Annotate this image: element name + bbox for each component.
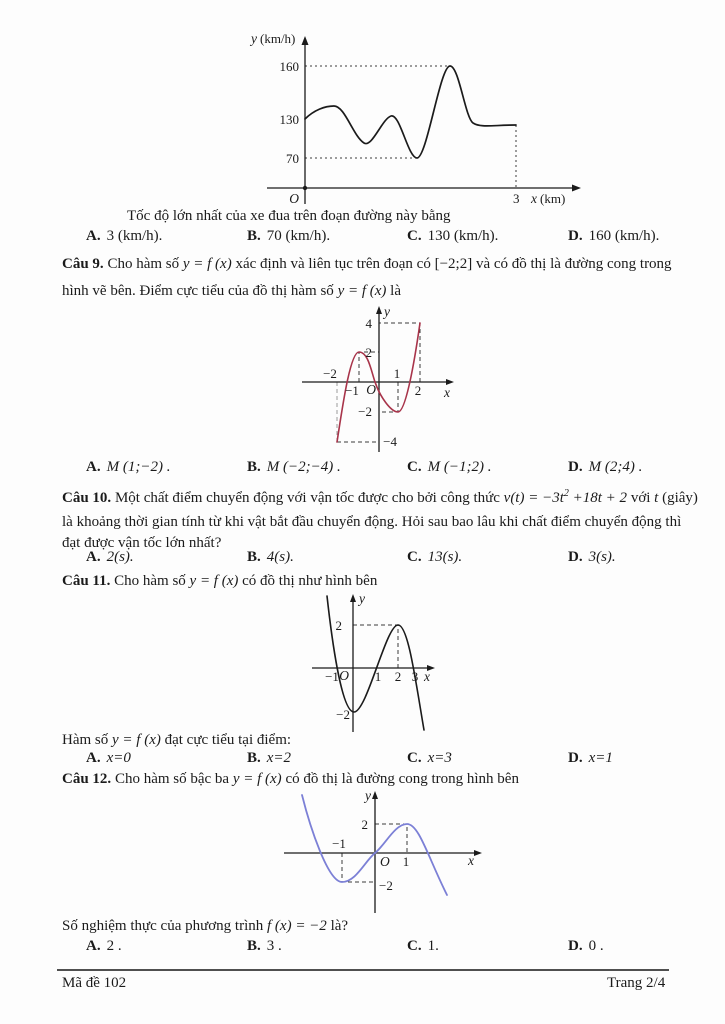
q11-math: y = f (x) [112, 732, 161, 748]
x-axis-unit: (km) [540, 191, 566, 206]
option-label: B. [247, 938, 261, 954]
q12-option-c [407, 938, 439, 955]
option-text: 1. [427, 938, 439, 954]
q10-option-a [86, 549, 134, 566]
option-text: x=1 [588, 750, 613, 766]
xtick-3: 3 [411, 669, 419, 684]
q10-option-c [407, 549, 462, 566]
option-label: A. [86, 228, 101, 244]
q11-option-c [407, 750, 452, 767]
q9-math: y = f (x) [337, 283, 387, 299]
option-label: A. [86, 549, 101, 565]
origin-dot [303, 186, 307, 190]
origin-label: O [366, 382, 376, 397]
xtick-m1: −1 [332, 836, 346, 851]
xtick-1: 1 [374, 669, 382, 684]
xtick-3: 3 [513, 191, 520, 206]
y-axis-arrow-icon [350, 594, 356, 602]
q9-number: Câu 9. [62, 256, 104, 272]
q11-number: Câu 11. [62, 573, 111, 589]
q11-math: y = f (x) [189, 573, 239, 589]
ytick-70: 70 [286, 151, 299, 166]
q11-text: Cho hàm số [114, 573, 186, 589]
footer-left-text: Mã đề 102 [62, 975, 127, 991]
q9-math-interval: [−2;2] [434, 256, 473, 272]
q10-option-b [247, 549, 294, 566]
option-label: C. [407, 938, 422, 954]
xtick-2: 2 [414, 383, 422, 398]
option-label: B. [247, 228, 261, 244]
xtick-m2: −2 [323, 366, 337, 381]
x-axis-var: x [531, 191, 537, 206]
ytick-130: 130 [279, 112, 299, 127]
option-text: 3 (km/h). [106, 228, 163, 244]
x-axis-label: x [444, 385, 450, 400]
origin-label: O [289, 191, 299, 206]
option-label: D. [568, 750, 583, 766]
x-axis-label: x [468, 853, 474, 868]
origin-label: O [380, 854, 390, 869]
option-text: 2(s). [106, 549, 134, 565]
footer-divider [57, 969, 669, 971]
xtick-m1: −1 [345, 383, 359, 398]
option-text: x=0 [106, 750, 131, 766]
q8-prompt-text: Tốc độ lớn nhất của xe đua trên đoạn đường này bằng [127, 208, 451, 224]
option-text: 0 . [588, 938, 604, 954]
q9-text-line2 [62, 281, 401, 302]
q10-text: Một chất điểm chuyển động với vận tốc được cho bởi công thức [114, 490, 500, 506]
q9-text: hình vẽ bên. Điểm cực tiểu của đồ thị hàm số [62, 283, 334, 299]
q12-graph [276, 787, 491, 917]
q8-options [60, 228, 705, 250]
q10-text: đạt được vận tốc lớn nhất? [62, 535, 222, 551]
q8-option-b [247, 228, 330, 245]
option-label: A. [86, 459, 101, 475]
x-axis-arrow-icon [572, 185, 581, 192]
option-text: M (1;−2) . [106, 459, 171, 475]
y-axis-label: y [384, 304, 390, 319]
option-label: D. [568, 938, 583, 954]
y-axis-var: y [251, 31, 257, 46]
option-text: x=2 [266, 750, 292, 766]
q9-math: y = f (x) [182, 256, 232, 272]
q9-text: Cho hàm số [107, 256, 180, 272]
footer-right-text: Trang 2/4 [607, 975, 666, 991]
q10-var-t: t [654, 490, 659, 506]
q11-text: có đồ thị như hình bên [242, 573, 378, 589]
q8-option-c [407, 228, 498, 245]
option-label: C. [407, 459, 422, 475]
q9-text-line1 [62, 254, 672, 275]
option-text: 130 (km/h). [427, 228, 499, 244]
q10-option-d [568, 549, 616, 566]
q10-options [60, 549, 705, 571]
q12-subprompt [62, 916, 348, 937]
option-text: x=3 [427, 750, 452, 766]
xtick-1: 1 [402, 854, 410, 869]
option-text: M (2;4) . [588, 459, 643, 475]
q12-option-a [86, 938, 122, 955]
q11-subprompt [62, 730, 291, 751]
option-text: M (−2;−4) . [266, 459, 341, 475]
q10-text-line2 [62, 512, 681, 533]
q10-text-line1 [62, 488, 698, 509]
x-axis-arrow-icon [474, 850, 482, 856]
speed-graph [235, 28, 595, 210]
ytick-m2: −2 [358, 404, 372, 419]
option-label: C. [407, 750, 422, 766]
q10-text: là khoảng thời gian tính từ khi vật bắt đầu chuyển động. Hỏi sau bao lâu khi chất điểm chuyển động thì [62, 514, 682, 530]
q12-math: f (x) = −2 [267, 918, 327, 934]
ytick-m2: −2 [336, 707, 350, 722]
q9-options [60, 459, 705, 481]
q9-option-c [407, 459, 491, 476]
q12-option-b [247, 938, 282, 955]
origin-label: O [339, 668, 349, 683]
y-axis-arrow-icon [372, 791, 378, 799]
ytick-160: 160 [279, 59, 299, 74]
q12-math: y = f (x) [232, 771, 282, 787]
q11-option-d [568, 750, 613, 767]
y-axis-label: y [365, 788, 371, 803]
option-label: D. [568, 228, 583, 244]
y-axis-arrow-icon [302, 36, 309, 45]
x-axis-label: x [424, 669, 430, 684]
q9-text: là [390, 283, 401, 299]
q10-formula-post: +18t + 2 [572, 490, 628, 506]
xtick-2: 2 [394, 669, 402, 684]
ytick-2: 2 [361, 817, 368, 832]
q9-graph [292, 302, 482, 460]
footer-page-number [607, 973, 665, 994]
q8-prompt [127, 206, 450, 227]
y-axis-unit: (km/h) [260, 31, 296, 46]
y-axis-arrow-icon [376, 306, 382, 314]
speed-curve [305, 66, 516, 158]
q8-option-d [568, 228, 659, 245]
q9-option-b [247, 459, 341, 476]
q12-option-d [568, 938, 604, 955]
option-label: C. [407, 549, 422, 565]
q12-number: Câu 12. [62, 771, 112, 787]
q10-text: (giây) [662, 490, 698, 506]
option-label: B. [247, 750, 261, 766]
option-label: A. [86, 750, 101, 766]
option-text: 3 . [266, 938, 282, 954]
q9-option-d [568, 459, 642, 476]
q10-formula [504, 490, 627, 506]
q10-number: Câu 10. [62, 490, 112, 506]
y-axis-label: y [359, 591, 365, 606]
option-label: A. [86, 938, 101, 954]
option-text: 2 . [106, 938, 122, 954]
option-text: M (−1;2) . [427, 459, 492, 475]
footer-exam-code [62, 973, 126, 994]
q11-text: Hàm số [62, 732, 109, 748]
q12-text: Số nghiệm thực của phương trình [62, 918, 264, 934]
option-label: B. [247, 549, 261, 565]
option-label: D. [568, 549, 583, 565]
option-label: C. [407, 228, 422, 244]
ytick-m4: −4 [383, 434, 397, 449]
q10-text: với [630, 490, 651, 506]
q11-option-b [247, 750, 291, 767]
ytick-2: 2 [365, 345, 372, 360]
option-text: 13(s). [427, 549, 463, 565]
option-text: 70 (km/h). [266, 228, 331, 244]
q11-heading [62, 571, 377, 592]
xtick-m1: −1 [325, 669, 339, 684]
xtick-1: 1 [393, 366, 401, 381]
option-text: 160 (km/h). [588, 228, 660, 244]
q12-text: có đồ thị là đường cong trong hình bên [285, 771, 519, 787]
q11-option-a [86, 750, 131, 767]
q12-text: Cho hàm số bậc ba [114, 771, 230, 787]
q8-option-a [86, 228, 162, 245]
option-text: 4(s). [266, 549, 294, 565]
q10-formula-pre: v(t) = −3t [503, 490, 564, 506]
option-label: B. [247, 459, 261, 475]
q11-graph [296, 592, 471, 734]
q9-text: xác định và liên tục trên đoạn có [235, 256, 431, 272]
q12-options [60, 938, 705, 960]
q11-text: đạt cực tiểu tại điểm: [164, 732, 292, 748]
ytick-2: 2 [335, 618, 342, 633]
q12-text: là? [330, 918, 349, 934]
ytick-m2: −2 [379, 878, 393, 893]
ytick-4: 4 [365, 316, 372, 331]
q9-text: và có đồ thị là đường cong trong [475, 256, 672, 272]
q9-option-a [86, 459, 170, 476]
option-text: 3(s). [588, 549, 616, 565]
q10-formula-sup: 2 [563, 488, 569, 499]
option-label: D. [568, 459, 583, 475]
